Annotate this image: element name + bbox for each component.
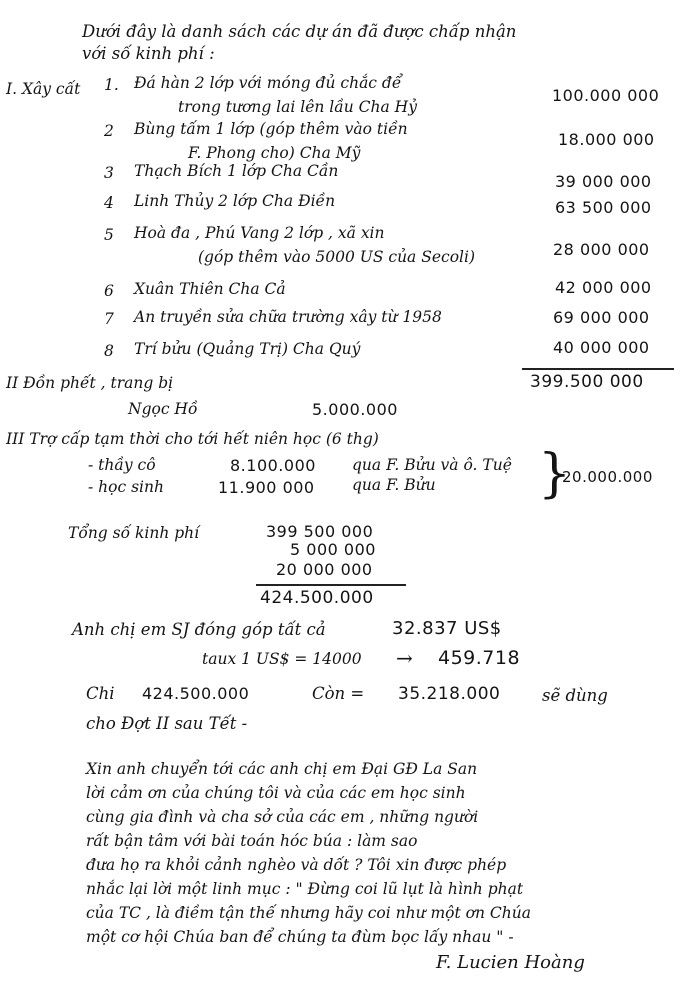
section-2-item: Ngọc Hồ [128, 400, 198, 418]
closing-line-2: lời cảm ơn của chúng tôi và của các em học sinh [86, 784, 466, 802]
closing-line-3: cùng gia đình và cha sở của các em , những người [86, 808, 479, 826]
contrib-usd: 32.837 US$ [392, 618, 502, 639]
item-2-amount: 18.000 000 [558, 130, 655, 149]
closing-line-4: rất bận tâm với bài toán hóc búa : làm sao [86, 832, 418, 850]
item-7-num: 7 [104, 310, 114, 328]
item-6-amount: 42 000 000 [555, 278, 652, 297]
item-2-num: 2 [104, 122, 114, 140]
section-1-label: I. Xây cất [6, 80, 81, 98]
item-1-text: Đá hàn 2 lớp với móng đủ chắc để [134, 74, 402, 92]
closing-line-5: đưa họ ra khỏi cảnh nghèo và dốt ? Tôi xin được phép [86, 856, 507, 874]
item-3-amount: 39 000 000 [555, 172, 652, 191]
allowance-row-2-who: - học sinh [88, 478, 164, 496]
signature: F. Lucien Hoàng [436, 952, 585, 973]
contrib-rate: taux 1 US$ = 14000 [202, 650, 362, 668]
item-7-text: An truyền sửa chữa trường xây từ 1958 [134, 308, 442, 326]
item-1-text-2: trong tương lai lên lầu Cha Hỷ [178, 98, 417, 116]
allowance-row-1-amount: 8.100.000 [230, 456, 316, 475]
closing-line-1: Xin anh chuyển tới các anh chị em Đại GĐ La San [86, 760, 478, 778]
item-2-text: Bùng tấm 1 lớp (góp thêm vào tiền [134, 120, 408, 138]
item-8-num: 8 [104, 342, 114, 360]
arrow-icon: → [396, 646, 413, 670]
section-3-label: III Trợ cấp tạm thời cho tới hết niên học (6 thg) [6, 430, 379, 448]
grand-line-2: 5 000 000 [290, 540, 376, 559]
contrib-vnd: 459.718 [438, 647, 521, 669]
allowance-row-2-via: qua F. Bửu [352, 476, 436, 494]
item-4-num: 4 [104, 194, 114, 212]
item-5-num: 5 [104, 226, 114, 244]
item-5-amount: 28 000 000 [553, 240, 650, 259]
section-2-amount: 5.000.000 [312, 400, 398, 419]
item-6-text: Xuân Thiên Cha Cả [134, 280, 286, 298]
item-8-amount: 40 000 000 [553, 338, 650, 357]
section-1-total: 399.500 000 [530, 372, 644, 392]
grand-sum-line [256, 584, 406, 586]
item-2-text-2: F. Phong cho) Cha Mỹ [188, 144, 361, 162]
item-6-num: 6 [104, 282, 114, 300]
remain-amount: 35.218.000 [398, 684, 501, 704]
item-3-text: Thạch Bích 1 lớp Cha Cần [134, 162, 339, 180]
section-1-sum-line [522, 368, 674, 370]
section-2-label: II Đồn phết , trang bị [6, 374, 174, 392]
remain-note: sẽ dùng [542, 686, 608, 705]
closing-line-7: của TC , là điềm tận thế nhưng hãy coi như một ơn Chúa [86, 904, 531, 922]
item-7-amount: 69 000 000 [553, 308, 650, 327]
grand-total: 424.500.000 [260, 588, 374, 608]
contrib-line-3: cho Đợt II sau Tết - [86, 714, 248, 733]
item-5-text: Hoà đa , Phú Vang 2 lớp , xã xin [134, 224, 385, 242]
spent-amount: 424.500.000 [142, 684, 250, 703]
closing-line-6: nhắc lại lời một linh mục : " Đừng coi lũ lụt là hình phạt [86, 880, 524, 898]
item-4-text: Linh Thủy 2 lớp Cha Điền [134, 192, 336, 210]
right-brace: } [538, 444, 572, 504]
allowance-row-1-via: qua F. Bửu và ô. Tuệ [352, 456, 512, 474]
remain-label: Còn = [312, 684, 365, 703]
grand-line-1: 399 500 000 [266, 522, 374, 541]
item-4-amount: 63 500 000 [555, 198, 652, 217]
allowance-row-2-amount: 11.900 000 [218, 478, 315, 497]
intro-line-1: Dưới đây là danh sách các dự án đã được chấp nhận [82, 22, 517, 41]
intro-line-2: với số kinh phí : [82, 44, 215, 63]
item-5-text-2: (góp thêm vào 5000 US của Secoli) [198, 248, 475, 266]
item-1-amount: 100.000 000 [552, 86, 660, 105]
item-1-num: 1. [104, 76, 119, 94]
item-3-num: 3 [104, 164, 114, 182]
grand-line-3: 20 000 000 [276, 560, 373, 579]
item-8-text: Trí bửu (Quảng Trị) Cha Quý [134, 340, 361, 358]
closing-line-8: một cơ hội Chúa ban để chúng ta đùm bọc lấy nhau " - [86, 928, 514, 946]
contrib-line-1: Anh chị em SJ đóng góp tất cả [72, 620, 326, 639]
section-3-total: 20.000.000 [562, 468, 653, 486]
allowance-row-1-who: - thầy cô [88, 456, 156, 474]
grand-total-label: Tổng số kinh phí [68, 524, 200, 542]
spent-label: Chi [86, 684, 115, 703]
